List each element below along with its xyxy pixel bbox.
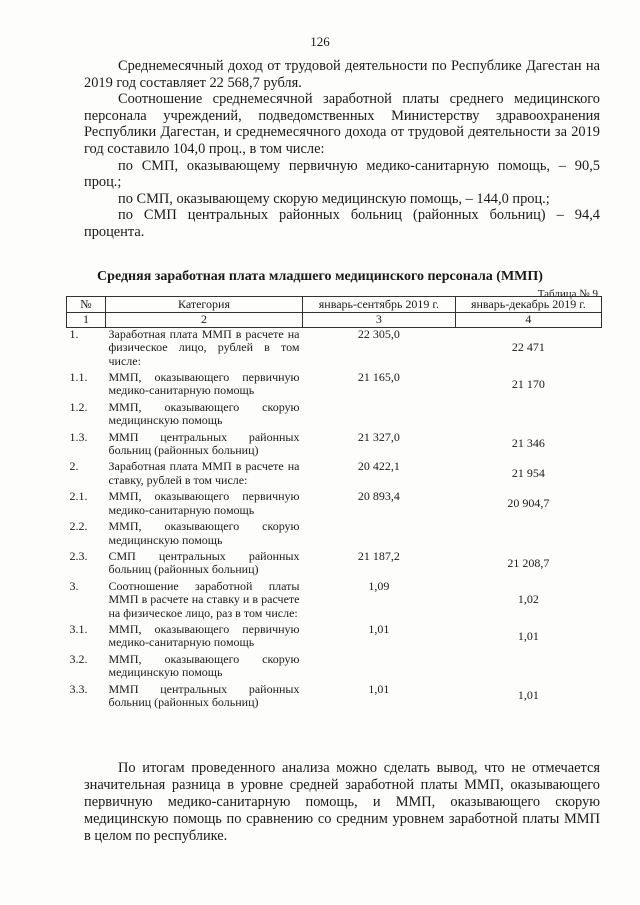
row-value-jan-dec [455,401,601,431]
row-number: 2.3. [69,548,88,563]
row-value-jan-sep [303,520,456,550]
row-number: 1. [69,326,79,341]
row-value-jan-dec [455,653,601,683]
table-row [67,371,602,401]
row-value-jan-dec: 22 471 [511,340,545,355]
row-category: ММП, оказывающего первичную медико-санитарную помощь [108,370,300,398]
row-value-jan-dec [455,520,601,550]
row-value-jan-sep: 21 327,0 [357,429,400,444]
table-row [67,683,602,713]
row-value-jan-sep: 20 422,1 [357,459,400,474]
row-value-jan-sep: 22 305,0 [357,326,400,341]
row-category: СМП центральных районных больниц (районных больниц) [108,548,300,577]
table-row [67,520,602,550]
col-number: 1 [67,313,106,327]
column-number-row [67,313,602,327]
row-value-jan-sep: 20 893,4 [357,489,400,504]
conclusion-text [84,760,600,845]
table-row [67,580,602,623]
row-value-jan-dec: 21 954 [511,466,545,481]
row-category: Соотношение заработной платы ММП в расчете на ставку и в расчете на физическое лицо, раз в том числе: [108,578,300,620]
row-category: ММП центральных районных больниц (районных больниц) [108,681,300,709]
salary-table [66,296,602,712]
row-value-jan-dec: 21 170 [511,376,545,391]
table-row [67,431,602,461]
table-row [67,490,602,520]
row-value-jan-sep: 21 187,2 [357,548,400,563]
row-value-jan-sep: 1,09 [368,578,390,593]
row-category: ММП, оказывающего первичную медико-санитарную помощь [108,489,300,517]
row-category: ММП, оказывающего скорую медицинскую помощь [108,519,300,547]
row-number: 1.3. [69,429,88,444]
table-title: Средняя заработная плата младшего медицинского персонала (ММП) [97,269,543,284]
row-number: 3. [69,578,79,593]
paragraph: Соотношение среднемесячной заработной платы среднего медицинского персонала учреждений, подведомственных Министерству здравоохранения Республики Дагестан, и среднемесячного дохода от трудовой деятельности за 2019 год составило 104,0 проц., в том числе: [84,91,600,157]
row-number: 1.2. [69,399,88,414]
table-label: Таблица № 9 [537,288,598,300]
row-value-jan-sep: 1,01 [368,621,390,636]
row-category: ММП, оказывающего скорую медицинскую помощь [108,651,300,680]
table-row [67,550,602,580]
row-value-jan-dec: 1,01 [517,688,539,703]
table-row [67,401,602,431]
row-category: ММП, оказывающего первичную медико-санитарную помощь [108,621,300,650]
row-value-jan-sep: 1,01 [368,681,390,696]
header-period-2: январь-декабрь 2019 г. [455,297,601,313]
row-number: 2.1. [69,489,88,504]
row-category: Заработная плата ММП в расчете на физическое лицо, рублей в том числе: [108,326,300,368]
row-number: 3.1. [69,621,88,636]
list-item: по СМП, оказывающему первичную медико-санитарную помощь, – 90,5 проц.; [84,157,600,191]
row-value-jan-sep [303,653,456,683]
header-category: Категория [106,297,303,313]
row-value-jan-dec: 21 208,7 [507,555,550,570]
row-number: 2. [69,459,79,474]
row-value-jan-dec: 20 904,7 [507,495,550,510]
row-value-jan-dec: 1,02 [517,592,539,607]
table-header-row [67,297,602,313]
row-value-jan-dec: 1,01 [517,628,539,643]
page-number: 126 [310,34,330,49]
table-row [67,327,602,371]
table-row [67,653,602,683]
row-category: ММП, оказывающего скорую медицинскую помощь [108,399,300,428]
intro-text [84,58,600,241]
paragraph: По итогам проведенного анализа можно сделать вывод, что не отмечается значительная разница в уровне средней заработной платы ММП, оказывающего первичную медико-санитарную помощь, и ММП, оказывающего скорую медицинскую помощь по сравнению со средним уровнем заработной платы ММП в целом по республике. [84,760,600,844]
row-value-jan-sep [303,401,456,431]
paragraph: Среднемесячный доход от трудовой деятельности по Республике Дагестан на 2019 год составляет 22 568,7 рубля. [84,58,600,91]
row-number: 3.2. [69,651,88,666]
table-row [67,623,602,653]
header-number: № [67,297,106,313]
col-number: 3 [303,313,456,327]
row-number: 3.3. [69,681,88,696]
row-number: 2.2. [69,519,88,534]
row-category: ММП центральных районных больниц (районных больниц) [108,429,300,458]
row-number: 1.1. [69,370,88,385]
row-value-jan-dec: 21 346 [511,436,545,451]
header-period-1: январь-сентябрь 2019 г. [303,297,456,313]
list-item: по СМП, оказывающему скорую медицинскую помощь, – 144,0 проц.; [118,190,550,207]
col-number: 2 [106,313,303,327]
col-number: 4 [455,313,601,327]
row-value-jan-sep: 21 165,0 [357,370,400,385]
row-category: Заработная плата ММП в расчете на ставку, рублей в том числе: [108,459,300,487]
table-row [67,460,602,490]
list-item: по СМП центральных районных больниц (районных больниц) – 94,4 процента. [84,207,600,240]
